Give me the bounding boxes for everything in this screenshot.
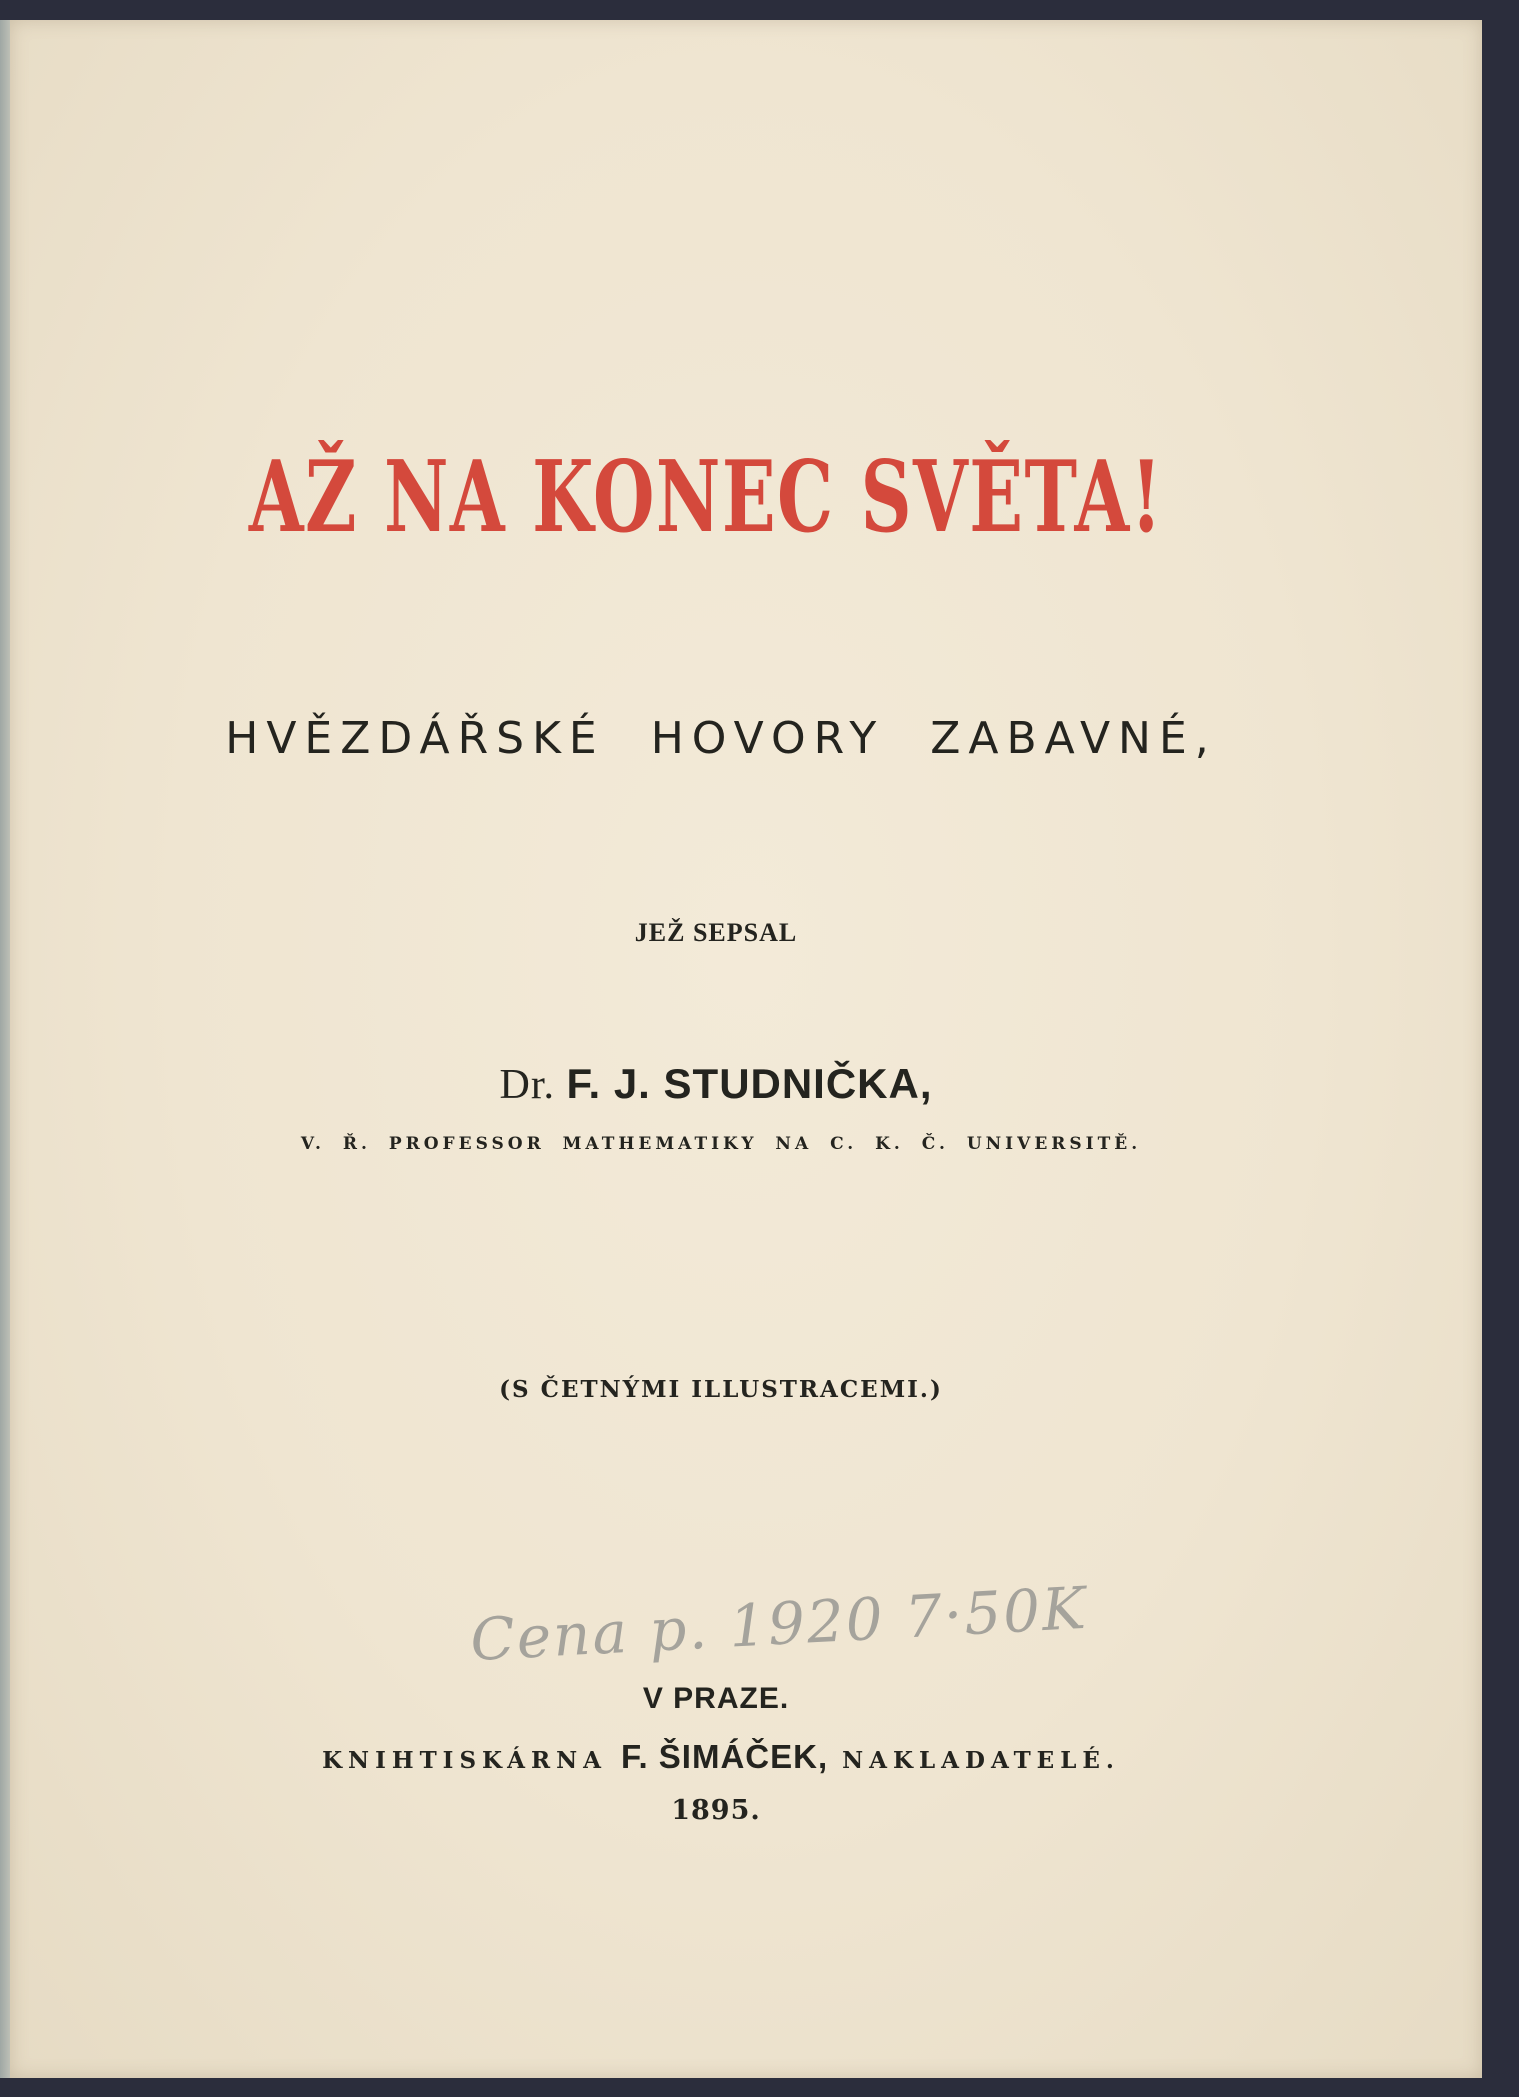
author-intro: JEŽ SEPSAL (634, 918, 798, 947)
handwritten-price-note: Cena p. 1920 7·50K (468, 1573, 1089, 1675)
illustrations-note: (S ČETNÝMI ILLUSTRACEMI.) (499, 1376, 943, 1403)
publisher-suffix: NAKLADATELÉ. (842, 1747, 1120, 1774)
book-subtitle: HVĚZDÁŘSKÉ HOVORY ZABAVNÉ, (225, 713, 1217, 764)
book-title: AŽ NA KONEC SVĚTA! (248, 440, 1164, 555)
publisher-prefix: KNIHTISKÁRNA (322, 1747, 607, 1774)
author-name: F. J. STUDNIČKA, (566, 1060, 933, 1107)
publisher-name: F. ŠIMÁČEK, (620, 1738, 829, 1775)
imprint-place: V PRAZE. (642, 1682, 790, 1715)
title-page (10, 20, 1482, 2078)
author-role: V. Ř. PROFESSOR MATHEMATIKY NA C. K. Č. UNIVERSITĚ. (300, 1134, 1142, 1154)
imprint-publisher (0, 1738, 1457, 1776)
imprint-year: 1895. (671, 1795, 761, 1826)
author-prefix: Dr. (499, 1062, 555, 1108)
author-line (0, 1060, 1452, 1109)
